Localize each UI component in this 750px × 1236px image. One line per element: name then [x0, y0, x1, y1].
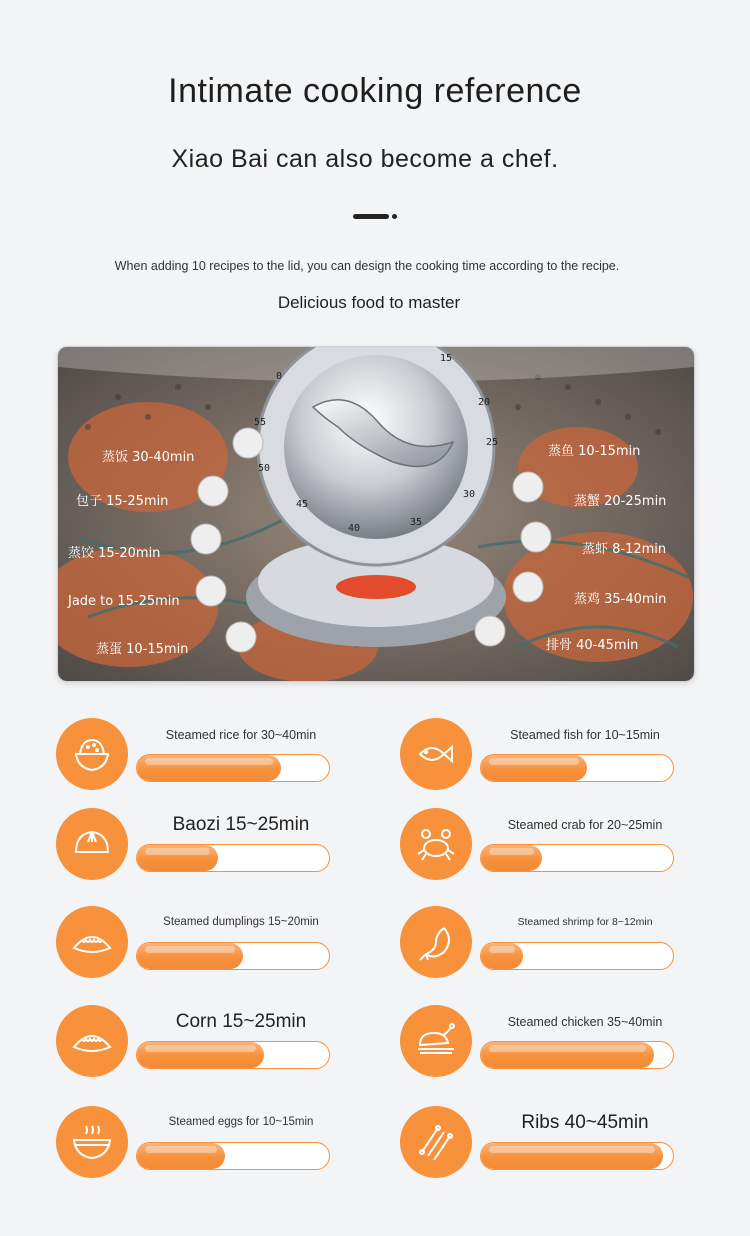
steamer-lid-photo — [57, 346, 695, 682]
recipe-label: Steamed fish for 10~15min — [510, 728, 660, 742]
recipe-label: Corn 15~25min — [175, 1011, 307, 1032]
baozi-icon — [56, 808, 128, 880]
progress-fill — [137, 755, 281, 781]
recipe-chicken — [400, 1005, 680, 1077]
dial-number: 0 — [276, 371, 283, 382]
recipe-ribs — [400, 1106, 680, 1178]
progress-fill — [481, 845, 542, 871]
recipe-fish — [400, 718, 680, 790]
lid-label: 蒸饺 15-20min — [68, 546, 161, 561]
progress-fill — [137, 943, 243, 969]
page-subtitle: Xiao Bai can also become a chef. — [171, 145, 559, 173]
dial-number: 30 — [463, 489, 476, 500]
ribs-icon — [400, 1106, 472, 1178]
lid-label: 排骨 40-45min — [546, 638, 639, 653]
lid-label: Jade to 15-25min — [68, 594, 180, 609]
recipe-crab — [400, 808, 680, 880]
progress-fill — [481, 1143, 663, 1169]
lid-label: 蒸虾 8-12min — [582, 542, 667, 557]
recipe-rice — [56, 718, 336, 790]
lid-label: 蒸鱼 10-15min — [548, 444, 641, 459]
progress-bar — [480, 844, 674, 872]
dial-number: 15 — [440, 353, 453, 364]
dial-number: 35 — [410, 517, 423, 528]
recipe-eggs — [56, 1106, 336, 1178]
recipe-label: Steamed dumplings 15~20min — [163, 916, 319, 928]
recipe-label: Steamed crab for 20~25min — [507, 818, 663, 832]
progress-bar — [480, 1041, 674, 1069]
dial-number: 50 — [258, 463, 271, 474]
progress-bar — [480, 942, 674, 970]
progress-bar — [480, 754, 674, 782]
progress-fill — [137, 845, 218, 871]
crab-icon — [400, 808, 472, 880]
tagline: Delicious food to master — [277, 293, 461, 312]
progress-fill — [137, 1042, 264, 1068]
page-title: Intimate cooking reference — [168, 72, 582, 110]
recipe-dumplings — [56, 906, 336, 978]
recipe-corn — [56, 1005, 336, 1077]
divider-dot — [392, 214, 397, 219]
description-text: When adding 10 recipes to the lid, you can design the cooking time according to the recipe. — [114, 259, 620, 273]
progress-bar — [136, 1142, 330, 1170]
progress-bar — [480, 1142, 674, 1170]
egg-bowl-icon — [56, 1106, 128, 1178]
recipe-label: Steamed eggs for 10~15min — [168, 1116, 314, 1128]
progress-fill — [481, 755, 587, 781]
recipe-label: Baozi 15~25min — [172, 814, 310, 835]
dial-number: 55 — [254, 417, 267, 428]
progress-bar — [136, 754, 330, 782]
recipe-shrimp — [400, 906, 680, 978]
lid-label: 包子 15-25min — [76, 494, 169, 509]
dial-number: 40 — [348, 523, 361, 534]
rice-bowl-icon — [56, 718, 128, 790]
shrimp-icon — [400, 906, 472, 978]
recipe-label: Steamed chicken 35~40min — [507, 1015, 663, 1029]
recipe-baozi — [56, 808, 336, 880]
lid-label: 蒸蛋 10-15min — [96, 642, 189, 657]
chicken-icon — [400, 1005, 472, 1077]
lid-label: 蒸饭 30-40min — [102, 450, 195, 465]
corn-icon — [56, 1005, 128, 1077]
dial-number: 45 — [296, 499, 309, 510]
progress-fill — [481, 1042, 654, 1068]
progress-fill — [137, 1143, 225, 1169]
dial-number: 20 — [478, 397, 491, 408]
dial-number: 25 — [486, 437, 499, 448]
recipe-label: Steamed rice for 30~40min — [165, 728, 317, 742]
progress-fill — [481, 943, 523, 969]
lid-label: 蒸蟹 20-25min — [574, 494, 667, 509]
progress-bar — [136, 844, 330, 872]
progress-bar — [136, 1041, 330, 1069]
recipe-label: Steamed shrimp for 8~12min — [517, 916, 653, 928]
progress-bar — [136, 942, 330, 970]
fish-icon — [400, 718, 472, 790]
dumpling-icon — [56, 906, 128, 978]
divider-dash — [353, 214, 389, 219]
recipe-label: Ribs 40~45min — [521, 1112, 649, 1133]
lid-label: 蒸鸡 35-40min — [574, 592, 667, 607]
